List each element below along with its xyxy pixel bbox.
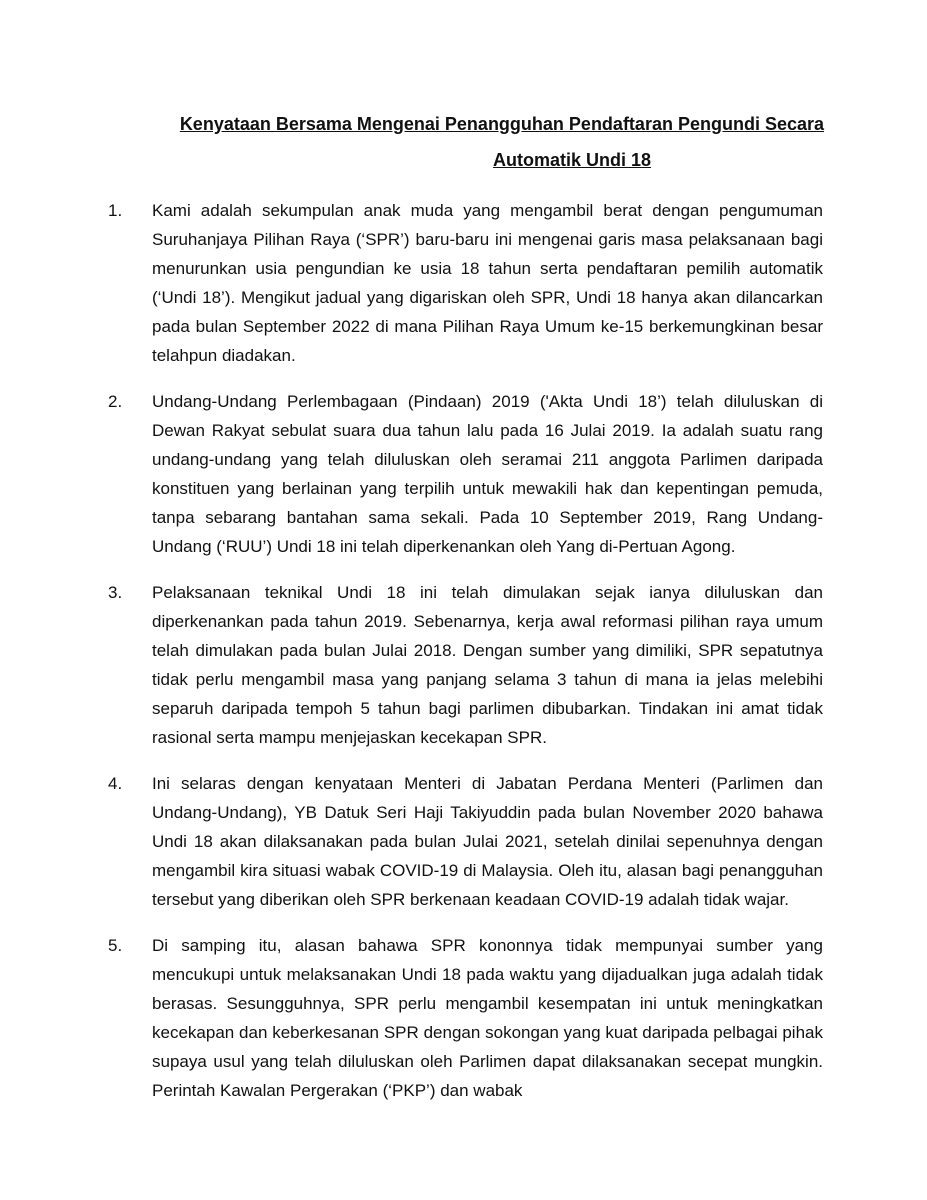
list-item-5 — [108, 931, 823, 1105]
item-paragraph: Undang-Undang Perlembagaan (Pindaan) 2019 ('Akta Undi 18’) telah diluluskan di Dewan Rakyat sebulat suara dua tahun lalu pada 16 Julai 2019. Ia adalah suatu rang undang-undang yang telah diluluskan oleh seramai 211 anggota Parlimen daripada konstituen yang berlainan yang terpilih untuk mewakili hak dan kepentingan pemuda, tanpa sebarang bantahan sama sekali. Pada 10 September 2019, Rang Undang-Undang (‘RUU’) Undi 18 ini telah diperkenankan oleh Yang di-Pertuan Agong. — [152, 392, 823, 556]
item-number: 3. — [108, 583, 123, 602]
item-paragraph: Di samping itu, alasan bahawa SPR kononnya tidak mempunyai sumber yang mencukupi untuk melaksanakan Undi 18 pada waktu yang dijadualkan juga adalah tidak berasas. Sesungguhnya, SPR perlu mengambil kesempatan ini untuk meningkatkan kecekapan dan keberkesanan SPR dengan sokongan yang kuat daripada pelbagai pihak supaya usul yang telah diluluskan oleh Parlimen dapat dilaksanakan secepat mungkin. Perintah Kawalan Pergerakan (‘PKP’) dan wabak — [152, 936, 823, 1100]
item-number: 4. — [108, 774, 123, 793]
list-item-4 — [108, 769, 823, 914]
title-line-1: Kenyataan Bersama Mengenai Penangguhan Pendaftaran Pengundi Secara — [179, 114, 824, 134]
numbered-list — [108, 196, 823, 1122]
title-line-2: Automatik Undi 18 — [492, 150, 652, 170]
item-paragraph: Pelaksanaan teknikal Undi 18 ini telah dimulakan sejak ianya diluluskan dan diperkenankan pada tahun 2019. Sebenarnya, kerja awal reformasi pilihan raya umum telah dimulakan pada bulan Julai 2018. Dengan sumber yang dimiliki, SPR sepatutnya tidak perlu mengambil masa yang panjang selama 3 tahun di mana ia jelas melebihi separuh daripada tempoh 5 tahun bagi parlimen dibubarkan. Tindakan ini amat tidak rasional serta mampu menjejaskan kecekapan SPR. — [152, 583, 823, 747]
list-item-3 — [108, 578, 823, 752]
document-title — [150, 106, 824, 178]
item-number: 1. — [108, 201, 123, 220]
item-paragraph: Kami adalah sekumpulan anak muda yang mengambil berat dengan pengumuman Suruhanjaya Pilihan Raya (‘SPR’) baru-baru ini mengenai garis masa pelaksanaan bagi menurunkan usia pengundian ke usia 18 tahun serta pendaftaran pemilih automatik (‘Undi 18’). Mengikut jadual yang digariskan oleh SPR, Undi 18 hanya akan dilancarkan pada bulan September 2022 di mana Pilihan Raya Umum ke-15 berkemungkinan besar telahpun diadakan. — [152, 201, 823, 365]
list-item-1 — [108, 196, 823, 370]
list-item-2 — [108, 387, 823, 561]
item-number: 5. — [108, 936, 123, 955]
item-number: 2. — [108, 392, 123, 411]
item-paragraph: Ini selaras dengan kenyataan Menteri di Jabatan Perdana Menteri (Parlimen dan Undang-Undang), YB Datuk Seri Haji Takiyuddin pada bulan November 2020 bahawa Undi 18 akan dilaksanakan pada bulan Julai 2021, setelah dinilai sepenuhnya dengan mengambil kira situasi wabak COVID-19 di Malaysia. Oleh itu, alasan bagi penangguhan tersebut yang diberikan oleh SPR berkenaan keadaan COVID-19 adalah tidak wajar. — [152, 774, 823, 909]
